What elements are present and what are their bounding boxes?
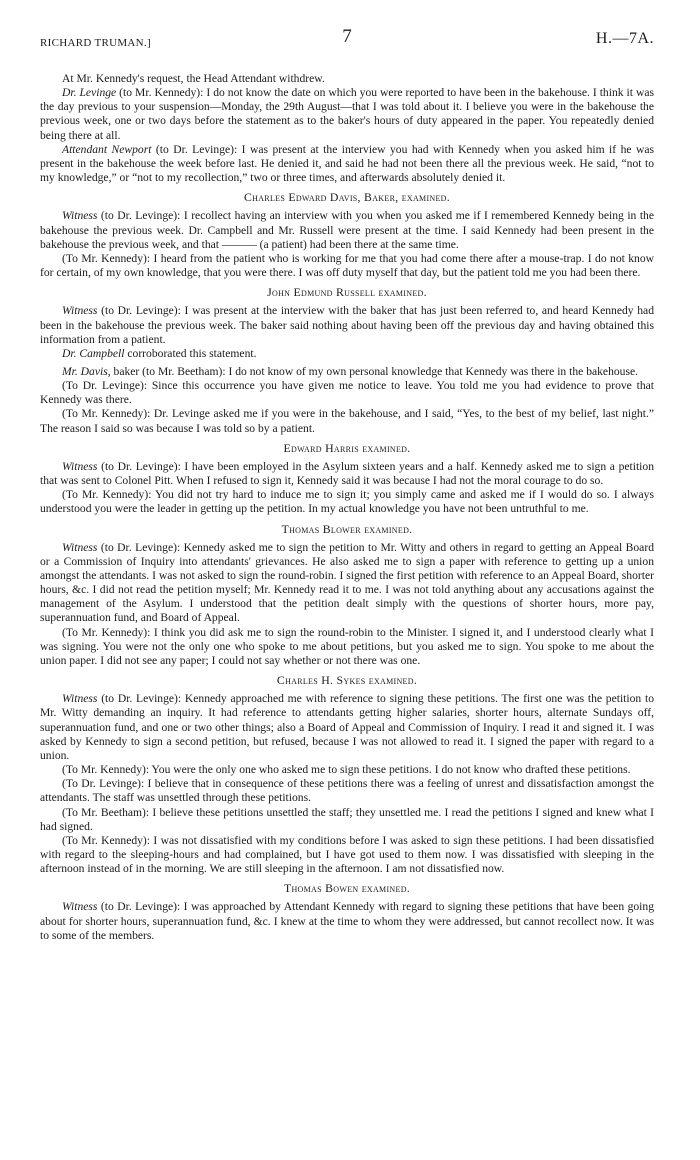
speaker-name: Witness xyxy=(62,459,98,473)
witness-heading: Thomas Blower examined. xyxy=(281,521,413,536)
testimony-paragraph xyxy=(40,777,654,805)
header-right: H.—7A. xyxy=(595,30,654,47)
testimony-paragraph xyxy=(40,209,654,251)
testimony-paragraph xyxy=(40,763,654,777)
testimony-paragraph xyxy=(40,806,654,834)
testimony-paragraph xyxy=(40,900,654,942)
paragraph-text: (To Mr. Kennedy): I heard from the patient who is working for me that you had come there after a mouse-trap. I do not know for certain, of my own knowledge, that you were there. I was off duty myself that day, but the patient told me you had been there. xyxy=(40,251,654,280)
paragraph-text: (to Dr. Levinge): I recollect having an interview with you when you asked me if I remembered Kennedy being in the bakehouse the previous week. Dr. Campbell and Mr. Russell were present at the time. I said Kennedy had been present in the bakehouse the previous week, and that ——— (a patient) had been there at the same time. xyxy=(40,209,654,251)
testimony-paragraph xyxy=(40,72,654,86)
paragraph-text: (to Dr. Levinge): Kennedy approached me with reference to signing these petitions. The first one was the petition to Mr. Witty demanding an inquiry. It had reference to attendants getting higher salaries, shorter hours, alternate Sundays off, superannuation fund, and one or two other things; also a Board of Appeal and Commission of Inquiry. I read it and signed it. I was asked by Kennedy to sign a second petition, but refused, because I was not allowed to read it. I signed the paper with regard to a union. xyxy=(40,692,654,762)
speaker-name: Dr. Campbell xyxy=(62,346,125,360)
testimony-paragraph xyxy=(40,365,654,379)
testimony-paragraph xyxy=(40,407,654,435)
witness-heading: Charles Edward Davis, Baker, examined. xyxy=(243,190,451,205)
paragraph-text: (To Mr. Kennedy): I was not dissatisfied with my conditions before I was asked to sign these petitions. I had been dissatisfied with regard to the sleeping-hours and had complained, but I have got used to them now. I was dissatisfied with sleeping in the afternoon instead of in the morning. We are still sleeping in the afternoon. I am not dissatisfied now. xyxy=(40,833,654,876)
testimony-paragraph xyxy=(40,692,654,763)
testimony-section xyxy=(40,190,654,280)
testimony-paragraph xyxy=(40,626,654,668)
speaker-name: Attendant Newport xyxy=(62,142,152,156)
paragraph-text: (to Dr. Levinge): I was approached by Attendant Kennedy with regard to signing these petitions that have been going about for shorter hours, superannuation fund, &c. I knew at the time to whom they were addressed, but cannot recollect now. It was to some of the members. xyxy=(40,900,654,942)
testimony-section xyxy=(40,72,654,185)
testimony-paragraph xyxy=(40,347,654,361)
speaker-name: Dr. Levinge xyxy=(62,86,117,100)
witness-heading: John Edmund Russell examined. xyxy=(267,285,427,300)
testimony-paragraph xyxy=(40,86,654,143)
paragraph-text: (to Dr. Levinge): I have been employed in the Asylum sixteen years and a half. Kennedy asked me to sign a petition that was sent to Colonel Pitt. When I refused to sign it, Kennedy said it was because I had not the moral courage to do so. xyxy=(40,459,654,488)
paragraph-text: (To Mr. Kennedy): You did not try hard to induce me to sign it; you simply came and asked me if I would do so. I always understood you were the leader in getting up the petition. In my actual knowledge you have not been untruthful to me. xyxy=(40,488,654,516)
paragraph-text: baker (to Mr. Beetham): I do not know of my own personal knowledge that Kennedy was there in the bakehouse. xyxy=(110,364,639,378)
testimony-section xyxy=(40,285,654,436)
paragraph-text: (To Mr. Kennedy): You were the only one who asked me to sign these petitions. I do not know who drafted these petitions. xyxy=(62,763,631,777)
paragraph-text: (To Mr. Kennedy): Dr. Levinge asked me if you were in the bakehouse, and I said, “Yes, to the best of my belief, last night.” The reason I said so was because I was told so by a patient. xyxy=(40,407,654,435)
speaker-name: Witness xyxy=(62,209,98,223)
speaker-name: Witness xyxy=(62,540,98,554)
testimony-paragraph xyxy=(40,252,654,280)
document-body xyxy=(40,72,654,943)
testimony-paragraph xyxy=(40,143,654,185)
paragraph-text: corroborated this statement. xyxy=(124,346,257,360)
testimony-paragraph xyxy=(40,304,654,346)
testimony-paragraph xyxy=(40,834,654,876)
witness-heading: Edward Harris examined. xyxy=(283,440,411,455)
paragraph-text: (to Mr. Kennedy): I do not know the date on which you were reported to have been in the bakehouse. I think it was the day previous to your suspension—Monday, the 29th August—that I was told about it. I believe you were in the bakehouse the previous week, one or two days before the statement as to the baker's hours of duty appeared in the paper. You repeatedly denied being there at all. xyxy=(40,86,654,142)
paragraph-text: (to Dr. Levinge): Kennedy asked me to sign the petition to Mr. Witty and others in regard to getting an Appeal Board or a Commission of Inquiry into attendants' grievances. He also asked me to sign a paper with reference to getting up a union amongst the attendants. I was not asked to sign the round-robin. I signed the first petition with reference to an Appeal Board, shorter hours, &c. I did not read the petition myself; Mr. Kennedy read it to me. I was not told anything about any accusations against the management of the Asylum. I understood that the petition dealt simply with the questions of shorter hours, more pay, superannuation fund, and Board of Appeal. xyxy=(40,540,654,625)
paragraph-text: (To Mr. Kennedy): I think you did ask me to sign the round-robin to the Minister. I signed it, and I understood clearly what I was signing. You were not the only one who spoke to me about petitions, but you asked me to sign. You spoke to me about the union paper. I did not see any paper; I could not say whether or not there was one. xyxy=(40,625,654,667)
paragraph-text: (to Dr. Levinge): I was present at the interview you had with Kennedy when you asked him if he was present in the bakehouse the week before last. He denied it, and said he had not been there all the previous week. He said, “not to my knowledge,” or “not to my recollection,” two or three times, and afterwards absolutely denied it. xyxy=(40,142,654,185)
testimony-section xyxy=(40,881,654,943)
speaker-name: Witness xyxy=(62,900,98,914)
page-number: 7 xyxy=(342,26,352,47)
paragraph-text: (To Dr. Levinge): I believe that in consequence of these petitions there was a feeling of unrest and dissatisfaction amongst the attendants. The staff was unsettled through these petitions. xyxy=(40,777,654,805)
testimony-paragraph xyxy=(40,460,654,488)
paragraph-text: (To Mr. Beetham): I believe these petitions unsettled the staff; they unsettled me. I read the petitions I signed and knew what I had signed. xyxy=(40,805,654,833)
testimony-section xyxy=(40,673,654,876)
speaker-name: Witness xyxy=(62,304,98,318)
testimony-paragraph xyxy=(40,379,654,407)
paragraph-text: (to Dr. Levinge): I was present at the interview with the baker that has just been referred to, and heard Kennedy had been in the bakehouse the previous week. The baker said nothing about having been off the previous day and having obtained this information from a patient. xyxy=(40,304,654,346)
testimony-paragraph xyxy=(40,488,654,516)
paragraph-text: At Mr. Kennedy's request, the Head Attendant withdrew. xyxy=(62,72,325,85)
header-left: RICHARD TRUMAN.] xyxy=(40,37,151,49)
testimony-section xyxy=(40,441,654,517)
page-header xyxy=(40,26,654,58)
testimony-paragraph xyxy=(40,541,654,626)
testimony-section xyxy=(40,522,654,669)
witness-heading: Charles H. Sykes examined. xyxy=(276,673,418,688)
witness-heading: Thomas Bowen examined. xyxy=(283,881,411,896)
paragraph-text: (To Dr. Levinge): Since this occurrence you have given me notice to leave. You told me you had evidence to prove that Kennedy was there. xyxy=(40,379,654,407)
speaker-name: Mr. Davis, xyxy=(62,364,111,378)
speaker-name: Witness xyxy=(62,692,98,706)
